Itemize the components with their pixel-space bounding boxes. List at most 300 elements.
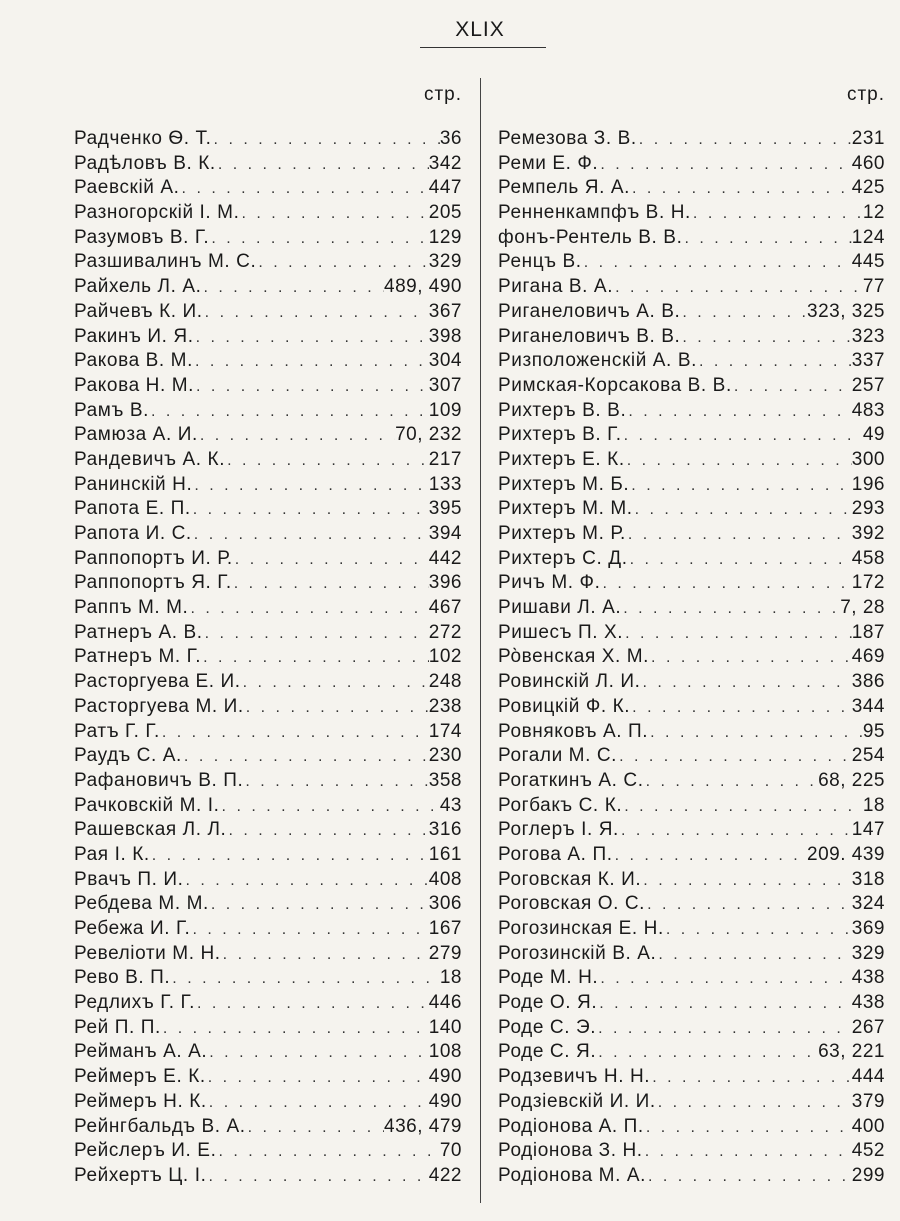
index-entry	[74, 720, 462, 745]
index-entry	[74, 868, 462, 893]
entry-name: Роде М. Н.	[498, 967, 599, 989]
dot-leader	[613, 276, 863, 301]
dot-leader	[207, 1041, 429, 1066]
dot-leader	[613, 844, 807, 869]
dot-leader	[628, 548, 852, 573]
entry-name: Ровицкій Ф. К.	[498, 695, 631, 717]
entry-name: Рогбакъ С. К.	[498, 794, 623, 816]
index-entry	[498, 547, 885, 572]
right-column	[498, 80, 885, 1189]
index-entry	[74, 1115, 462, 1140]
entry-page: 392	[851, 523, 885, 544]
dot-leader	[256, 251, 428, 276]
entry-name: Родзевичъ Н. Н.	[498, 1066, 651, 1088]
entry-name: Рихтеръ В. В.	[498, 399, 627, 421]
entry-name: Рогозинская Е. Н.	[498, 918, 664, 939]
entry-name: Рашевская Л. Л.	[74, 819, 227, 841]
index-entry	[498, 695, 885, 720]
entry-page: 300	[851, 448, 885, 470]
entry-page: 279	[428, 942, 462, 964]
entry-name: Ракова В. М.	[74, 350, 193, 372]
entry-page: 490	[428, 1066, 462, 1088]
entry-page: 436, 479	[384, 1115, 462, 1137]
dot-leader	[195, 992, 429, 1017]
entry-page: 124	[851, 226, 885, 248]
entry-page: 230	[428, 745, 462, 767]
index-entry	[74, 152, 462, 177]
dot-leader	[650, 1066, 852, 1091]
dot-leader	[598, 153, 851, 178]
index-entry	[74, 127, 462, 152]
index-entry	[74, 892, 462, 917]
dot-leader	[241, 671, 429, 696]
entry-page: 483	[851, 399, 885, 421]
entry-page: 248	[428, 671, 462, 693]
dot-leader	[644, 1116, 852, 1141]
index-entry	[498, 201, 885, 226]
entry-page: 68, 225	[818, 769, 885, 791]
entry-page: 408	[428, 868, 462, 890]
entry-page: 70, 232	[395, 424, 462, 446]
index-entry	[498, 942, 885, 967]
index-entry	[74, 201, 462, 226]
index-entry	[498, 423, 885, 448]
entry-name: Раппопортъ И. Р.	[74, 547, 233, 569]
index-entry	[498, 1040, 885, 1065]
left-column	[74, 80, 462, 1189]
entry-name: Ричъ М. Ф.	[498, 572, 601, 594]
index-entry	[74, 769, 462, 794]
dot-leader	[206, 1066, 429, 1091]
dot-leader	[680, 326, 851, 351]
entry-page: 140	[428, 1016, 462, 1038]
dot-leader	[643, 1140, 852, 1165]
index-entry	[74, 571, 462, 596]
dot-leader	[216, 1140, 439, 1165]
entry-page: 369	[851, 918, 885, 939]
entry-name: фонъ-Рентель В. В.	[498, 226, 683, 248]
entry-page: 77	[862, 276, 885, 298]
entry-page: 267	[851, 1016, 885, 1038]
dot-leader	[184, 869, 429, 894]
entry-name: Рейманъ А. А.	[74, 1041, 208, 1063]
index-entry	[74, 497, 462, 522]
entry-page: 396	[428, 572, 462, 594]
dot-leader	[221, 943, 429, 968]
entry-page: 7, 28	[840, 597, 885, 619]
dot-leader	[226, 819, 428, 844]
index-entry	[498, 892, 885, 917]
entry-page: 442	[428, 547, 462, 569]
index-entry	[74, 250, 462, 275]
entry-page: 318	[851, 868, 885, 890]
index-entry	[498, 325, 885, 350]
dot-leader	[190, 918, 428, 943]
dot-leader	[180, 177, 429, 202]
index-entry	[74, 966, 462, 991]
index-entry	[74, 473, 462, 498]
entry-page: 293	[851, 498, 885, 520]
entry-page: 129	[428, 226, 462, 248]
entry-page: 323	[851, 325, 885, 347]
dot-leader	[596, 1017, 852, 1042]
entry-name: Роде С. Я.	[498, 1041, 597, 1063]
index-entry	[74, 596, 462, 621]
index-entry	[74, 744, 462, 769]
entry-page: 95	[862, 720, 885, 742]
entry-name: Рево В. П.	[74, 967, 171, 989]
entry-page: 217	[428, 448, 462, 470]
index-entry	[74, 695, 462, 720]
entry-name: Рогали М. С.	[498, 745, 618, 767]
entry-name: Реймеръ Н. К.	[74, 1090, 207, 1112]
entry-name: Разшивалинъ М. С.	[74, 251, 257, 273]
entry-name: Ровинскій Л. И.	[498, 671, 641, 693]
entry-page: 209. 439	[807, 843, 885, 865]
entry-page: 18	[439, 967, 462, 989]
dot-leader	[203, 622, 429, 647]
index-entry	[74, 1016, 462, 1041]
dot-leader	[646, 1165, 852, 1190]
dot-leader	[645, 893, 852, 918]
entry-page: 306	[428, 893, 462, 915]
index-entry	[498, 843, 885, 868]
dot-leader	[641, 869, 852, 894]
dot-leader	[619, 819, 852, 844]
entry-name: Ракинъ И. Я.	[74, 325, 194, 347]
dot-leader	[622, 795, 863, 820]
index-entry	[74, 1164, 462, 1189]
dot-leader	[192, 523, 429, 548]
entry-name: Ратнеръ А. В.	[74, 621, 203, 643]
entry-name: Рапота Е. П.	[74, 498, 191, 520]
index-entry	[74, 300, 462, 325]
entry-page: 469	[851, 646, 885, 668]
index-entry	[498, 127, 885, 152]
index-entry	[498, 176, 885, 201]
entry-page: 102	[428, 646, 462, 668]
entry-page: 400	[851, 1115, 885, 1137]
index-entry	[498, 374, 885, 399]
entry-name: Ребежа И. Г.	[74, 918, 191, 939]
index-entry	[498, 1016, 885, 1041]
dot-leader	[203, 301, 429, 326]
dot-leader	[633, 498, 852, 523]
entry-name: Рихтеръ С. Д.	[498, 547, 628, 569]
entry-name: Родіонова З. Н.	[498, 1140, 643, 1162]
entry-name: Ревеліоти М. Н.	[74, 942, 221, 964]
index-entry	[498, 596, 885, 621]
entry-page: 452	[851, 1140, 885, 1162]
index-entry	[74, 1065, 462, 1090]
entry-page: 344	[851, 695, 885, 717]
index-entry	[74, 670, 462, 695]
entry-page: 379	[851, 1090, 885, 1112]
dot-leader	[691, 202, 863, 227]
dot-leader	[582, 251, 852, 276]
index-entry	[498, 448, 885, 473]
entry-page: 446	[428, 992, 462, 1014]
entry-name: Рая І. К.	[74, 843, 150, 865]
dot-leader	[243, 770, 428, 795]
index-entry	[498, 473, 885, 498]
entry-name: Раппъ М. М.	[74, 597, 189, 619]
entry-name: Рихтеръ В. Г.	[498, 424, 622, 446]
entry-page: 238	[428, 695, 462, 717]
entry-name: Ришави Л. А.	[498, 597, 622, 619]
dot-leader	[656, 1091, 852, 1116]
index-entry	[74, 226, 462, 251]
index-entry	[498, 744, 885, 769]
header-rule	[420, 47, 546, 48]
dot-leader	[622, 424, 863, 449]
entry-name: Родзіевскій И. И.	[498, 1090, 656, 1112]
entry-name: Райхель Л. А.	[74, 276, 202, 298]
index-entry	[498, 645, 885, 670]
entry-name: Рогаткинъ А. С.	[498, 769, 644, 791]
index-entry	[74, 843, 462, 868]
entry-name: Ребдева М. М.	[74, 893, 209, 915]
index-entry	[74, 794, 462, 819]
dot-leader	[637, 128, 852, 153]
entry-page: 36	[439, 128, 462, 149]
entry-page: 394	[428, 523, 462, 544]
dot-leader	[617, 745, 852, 770]
dot-leader	[209, 893, 429, 918]
dot-leader	[644, 770, 819, 795]
entry-page: 304	[428, 350, 462, 372]
entry-page: 460	[851, 152, 885, 174]
entry-name: Рогова А. П.	[498, 843, 613, 865]
entry-name: Расторгуева М. И.	[74, 695, 244, 717]
index-entry	[498, 720, 885, 745]
left-index-list	[74, 127, 462, 1189]
entry-page: 444	[851, 1066, 885, 1088]
dot-leader	[649, 646, 852, 671]
entry-name: Ришесъ П. Х.	[498, 621, 624, 643]
entry-page: 254	[851, 745, 885, 767]
entry-page: 174	[428, 720, 462, 742]
entry-name: Рачковскій М. І.	[74, 794, 220, 816]
index-entry	[74, 325, 462, 350]
dot-leader	[239, 202, 428, 227]
index-entry	[74, 1090, 462, 1115]
index-entry	[498, 226, 885, 251]
index-entry	[74, 818, 462, 843]
dot-leader	[682, 227, 851, 252]
index-entry	[498, 275, 885, 300]
entry-name: Рейслеръ И. Е.	[74, 1140, 217, 1162]
dot-leader	[656, 943, 851, 968]
index-entry	[498, 991, 885, 1016]
entry-name: Роговская О. С.	[498, 893, 646, 915]
dot-leader	[630, 177, 852, 202]
entry-name: Рогозинскій В. А.	[498, 942, 657, 964]
entry-name: Ранинскій Н.	[74, 473, 193, 495]
entry-name: Риганеловичъ А. В.	[498, 300, 681, 322]
entry-page: 445	[851, 251, 885, 273]
index-entry	[498, 769, 885, 794]
entry-page: 205	[428, 202, 462, 224]
entry-page: 49	[862, 424, 885, 446]
dot-leader	[207, 1091, 429, 1116]
entry-page: 422	[428, 1164, 462, 1186]
dot-leader	[216, 153, 429, 178]
dot-leader	[182, 745, 429, 770]
dot-leader	[629, 474, 852, 499]
entry-name: Ремпель Я. А.	[498, 177, 630, 199]
dot-leader	[623, 622, 852, 647]
right-column-page-label: стр.	[846, 84, 885, 105]
index-entry	[498, 349, 885, 374]
index-entry	[74, 176, 462, 201]
page-number: XLIX	[455, 18, 505, 41]
entry-page: 323, 325	[807, 300, 885, 322]
entry-page: 438	[851, 967, 885, 989]
entry-name: Рамюза А. И.	[74, 424, 198, 446]
entry-page: 367	[428, 300, 462, 322]
index-entry	[74, 1139, 462, 1164]
dot-leader	[621, 597, 840, 622]
dot-leader	[626, 400, 851, 425]
entry-name: Ризположенскій А. В.	[498, 350, 697, 372]
dot-leader	[244, 696, 429, 721]
index-entry	[74, 1040, 462, 1065]
entry-page: 342	[428, 152, 462, 174]
index-entry	[498, 794, 885, 819]
entry-name: Римская-Корсакова В. В.	[498, 374, 732, 396]
dot-leader	[648, 721, 863, 746]
dot-leader	[225, 449, 429, 474]
entry-name: Роговская К. И.	[498, 868, 642, 890]
entry-name: Роде С. Э.	[498, 1016, 597, 1038]
index-entry	[498, 621, 885, 646]
dot-leader	[192, 474, 428, 499]
dot-leader	[170, 967, 440, 992]
dot-leader	[626, 523, 852, 548]
entry-page: 324	[851, 893, 885, 915]
index-entry	[74, 942, 462, 967]
dot-leader	[232, 572, 429, 597]
dot-leader	[680, 301, 807, 326]
entry-page: 18	[862, 794, 885, 816]
entry-page: 316	[428, 819, 462, 841]
entry-name: Ракова Н. М.	[74, 374, 195, 396]
dot-leader	[596, 1041, 818, 1066]
entry-page: 108	[428, 1041, 462, 1063]
entry-name: Ригана В. А.	[498, 276, 614, 298]
index-entry	[498, 966, 885, 991]
dot-leader	[206, 1165, 428, 1190]
dot-leader	[597, 992, 852, 1017]
dot-leader	[188, 597, 428, 622]
dot-leader	[209, 227, 428, 252]
entry-page: 43	[439, 794, 462, 816]
dot-leader	[641, 671, 852, 696]
entry-page: 398	[428, 325, 462, 347]
entry-page: 447	[428, 177, 462, 199]
entry-page: 489, 490	[384, 276, 462, 298]
entry-name: Радѣловъ В. К.	[74, 152, 216, 174]
entry-name: Рей П. П.	[74, 1016, 161, 1038]
index-entry	[498, 522, 885, 547]
entry-name: Раевскій А.	[74, 177, 180, 199]
entry-name: Ратъ Г. Г.	[74, 720, 160, 742]
entry-page: 109	[428, 399, 462, 421]
dot-leader	[193, 350, 429, 375]
entry-name: Раппопортъ Я. Г.	[74, 572, 232, 594]
index-entry	[74, 621, 462, 646]
dot-leader	[233, 548, 429, 573]
entry-name: Рихтеръ М. Б.	[498, 473, 630, 495]
index-entry	[498, 571, 885, 596]
entry-page: 458	[851, 547, 885, 569]
index-entry	[74, 423, 462, 448]
entry-page: 257	[851, 374, 885, 396]
index-entry	[498, 917, 885, 942]
entry-page: 307	[428, 374, 462, 396]
entry-name: Рамъ В.	[74, 399, 149, 421]
index-entry	[74, 547, 462, 572]
entry-page: 395	[428, 498, 462, 520]
index-entry	[498, 497, 885, 522]
index-entry	[74, 991, 462, 1016]
entry-page: 172	[851, 572, 885, 594]
entry-name: Рандевичъ А. К.	[74, 448, 226, 470]
index-entry	[498, 670, 885, 695]
entry-name: Ратнеръ М. Г.	[74, 646, 202, 668]
entry-name: Ремезова З. В.	[498, 128, 637, 149]
dot-leader	[664, 918, 852, 943]
entry-page: 329	[428, 251, 462, 273]
dot-leader	[198, 424, 395, 449]
entry-page: 12	[862, 202, 885, 224]
entry-name: Рафановичъ В. П.	[74, 769, 244, 791]
entry-name: Рейхертъ Ц. І.	[74, 1164, 207, 1186]
entry-page: 329	[851, 942, 885, 964]
entry-name: Рвачъ П. И.	[74, 868, 184, 890]
entry-page: 337	[851, 350, 885, 372]
entry-name: Родіонова А. П.	[498, 1115, 644, 1137]
index-entry	[74, 522, 462, 547]
entry-page: 63, 221	[818, 1041, 885, 1063]
entry-name: Роглеръ І. Я.	[498, 819, 619, 841]
left-column-page-label: стр.	[423, 84, 462, 105]
column-divider	[480, 78, 481, 1203]
index-entry	[498, 1065, 885, 1090]
dot-leader	[194, 326, 429, 351]
entry-name: Ровняковъ А. П.	[498, 720, 649, 742]
entry-name: Рихтеръ М. М.	[498, 498, 633, 520]
dot-leader	[202, 276, 385, 301]
entry-page: 272	[428, 621, 462, 643]
dot-leader	[732, 375, 852, 400]
dot-leader	[201, 646, 429, 671]
index-entry	[74, 275, 462, 300]
entry-page: 147	[851, 819, 885, 841]
dot-leader	[194, 375, 429, 400]
right-index-list	[498, 127, 885, 1189]
entry-page: 299	[851, 1164, 885, 1186]
entry-name: Рейнгбальдъ В. А.	[74, 1115, 246, 1137]
entry-name: Рихтеръ М. Р.	[498, 523, 626, 544]
entry-name: Роде О. Я.	[498, 992, 598, 1014]
entry-page: 231	[851, 128, 885, 149]
dot-leader	[246, 1116, 384, 1141]
entry-name: Раудъ С. А.	[74, 745, 182, 767]
index-entry	[498, 1090, 885, 1115]
entry-page: 490	[428, 1090, 462, 1112]
